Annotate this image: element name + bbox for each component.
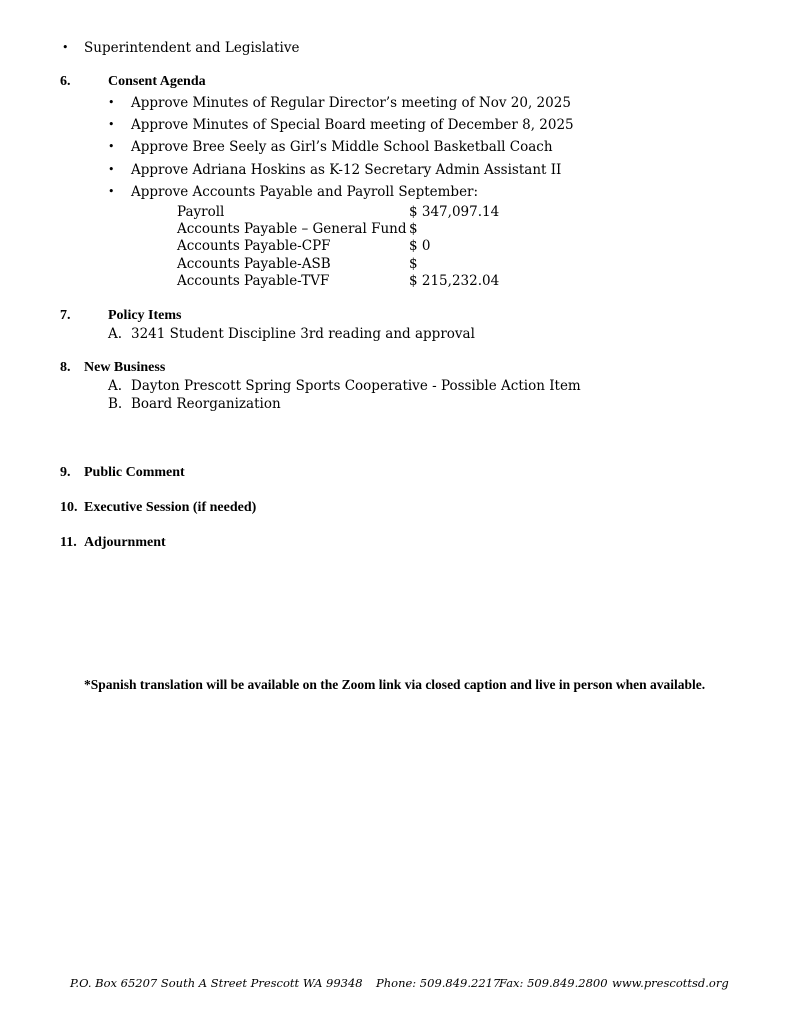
policy-item-letter: A. xyxy=(108,326,123,342)
new-business-text: Board Reorganization xyxy=(131,396,281,412)
section-7-number: 7. xyxy=(60,308,71,323)
section-10-number: 10. xyxy=(60,500,78,515)
bullet-icon: • xyxy=(62,41,69,54)
consent-item: Approve Minutes of Regular Director’s meeting of Nov 20, 2025 xyxy=(131,95,571,111)
footer-website: www.prescottsd.org xyxy=(612,976,729,990)
consent-item: Approve Adriana Hoskins as K-12 Secretary Admin Assistant II xyxy=(131,162,562,178)
section-7-title: Policy Items xyxy=(108,308,182,323)
payable-amount: $ 215,232.04 xyxy=(409,273,500,289)
payable-amount: $ 0 xyxy=(409,238,431,254)
footer-fax: Fax: 509.849.2800 xyxy=(499,976,608,990)
bullet-icon: • xyxy=(108,118,115,131)
section-6-title: Consent Agenda xyxy=(108,74,206,89)
payable-amount: $ xyxy=(409,221,418,237)
bullet-icon: • xyxy=(108,163,115,176)
payable-label: Payroll xyxy=(177,204,225,220)
payable-label: Accounts Payable-TVF xyxy=(177,273,330,289)
section-8-number: 8. xyxy=(60,360,71,375)
bullet-icon: • xyxy=(108,96,115,109)
payable-label: Accounts Payable-CPF xyxy=(177,238,331,254)
section-9-title: Public Comment xyxy=(84,465,185,480)
policy-item-text: 3241 Student Discipline 3rd reading and approval xyxy=(131,326,475,342)
translation-note: *Spanish translation will be available on the Zoom link via closed caption and live in person when available. xyxy=(84,677,706,692)
section-11-title: Adjournment xyxy=(84,535,166,550)
new-business-letter: B. xyxy=(108,396,123,412)
section-6-number: 6. xyxy=(60,74,71,89)
bullet-icon: • xyxy=(108,140,115,153)
section-10-title: Executive Session (if needed) xyxy=(84,500,257,515)
payable-label: Accounts Payable – General Fund xyxy=(177,221,407,237)
payable-label: Accounts Payable-ASB xyxy=(177,256,331,272)
section-11-number: 11. xyxy=(60,535,77,550)
section-8-title: New Business xyxy=(84,360,166,375)
new-business-text: Dayton Prescott Spring Sports Cooperative - Possible Action Item xyxy=(131,378,581,394)
footer-phone: Phone: 509.849.2217 xyxy=(376,976,501,990)
new-business-letter: A. xyxy=(108,378,123,394)
top-bullet-text: Superintendent and Legislative xyxy=(84,40,300,56)
payable-amount: $ xyxy=(409,256,418,272)
consent-item: Approve Bree Seely as Girl’s Middle School Basketball Coach xyxy=(131,139,553,155)
section-9-number: 9. xyxy=(60,465,71,480)
payable-amount: $ 347,097.14 xyxy=(409,204,500,220)
bullet-icon: • xyxy=(108,185,115,198)
footer-address: P.O. Box 65207 South A Street Prescott WA 99348 xyxy=(70,976,363,990)
consent-item: Approve Minutes of Special Board meeting of December 8, 2025 xyxy=(131,117,574,133)
consent-item: Approve Accounts Payable and Payroll September: xyxy=(131,184,479,200)
